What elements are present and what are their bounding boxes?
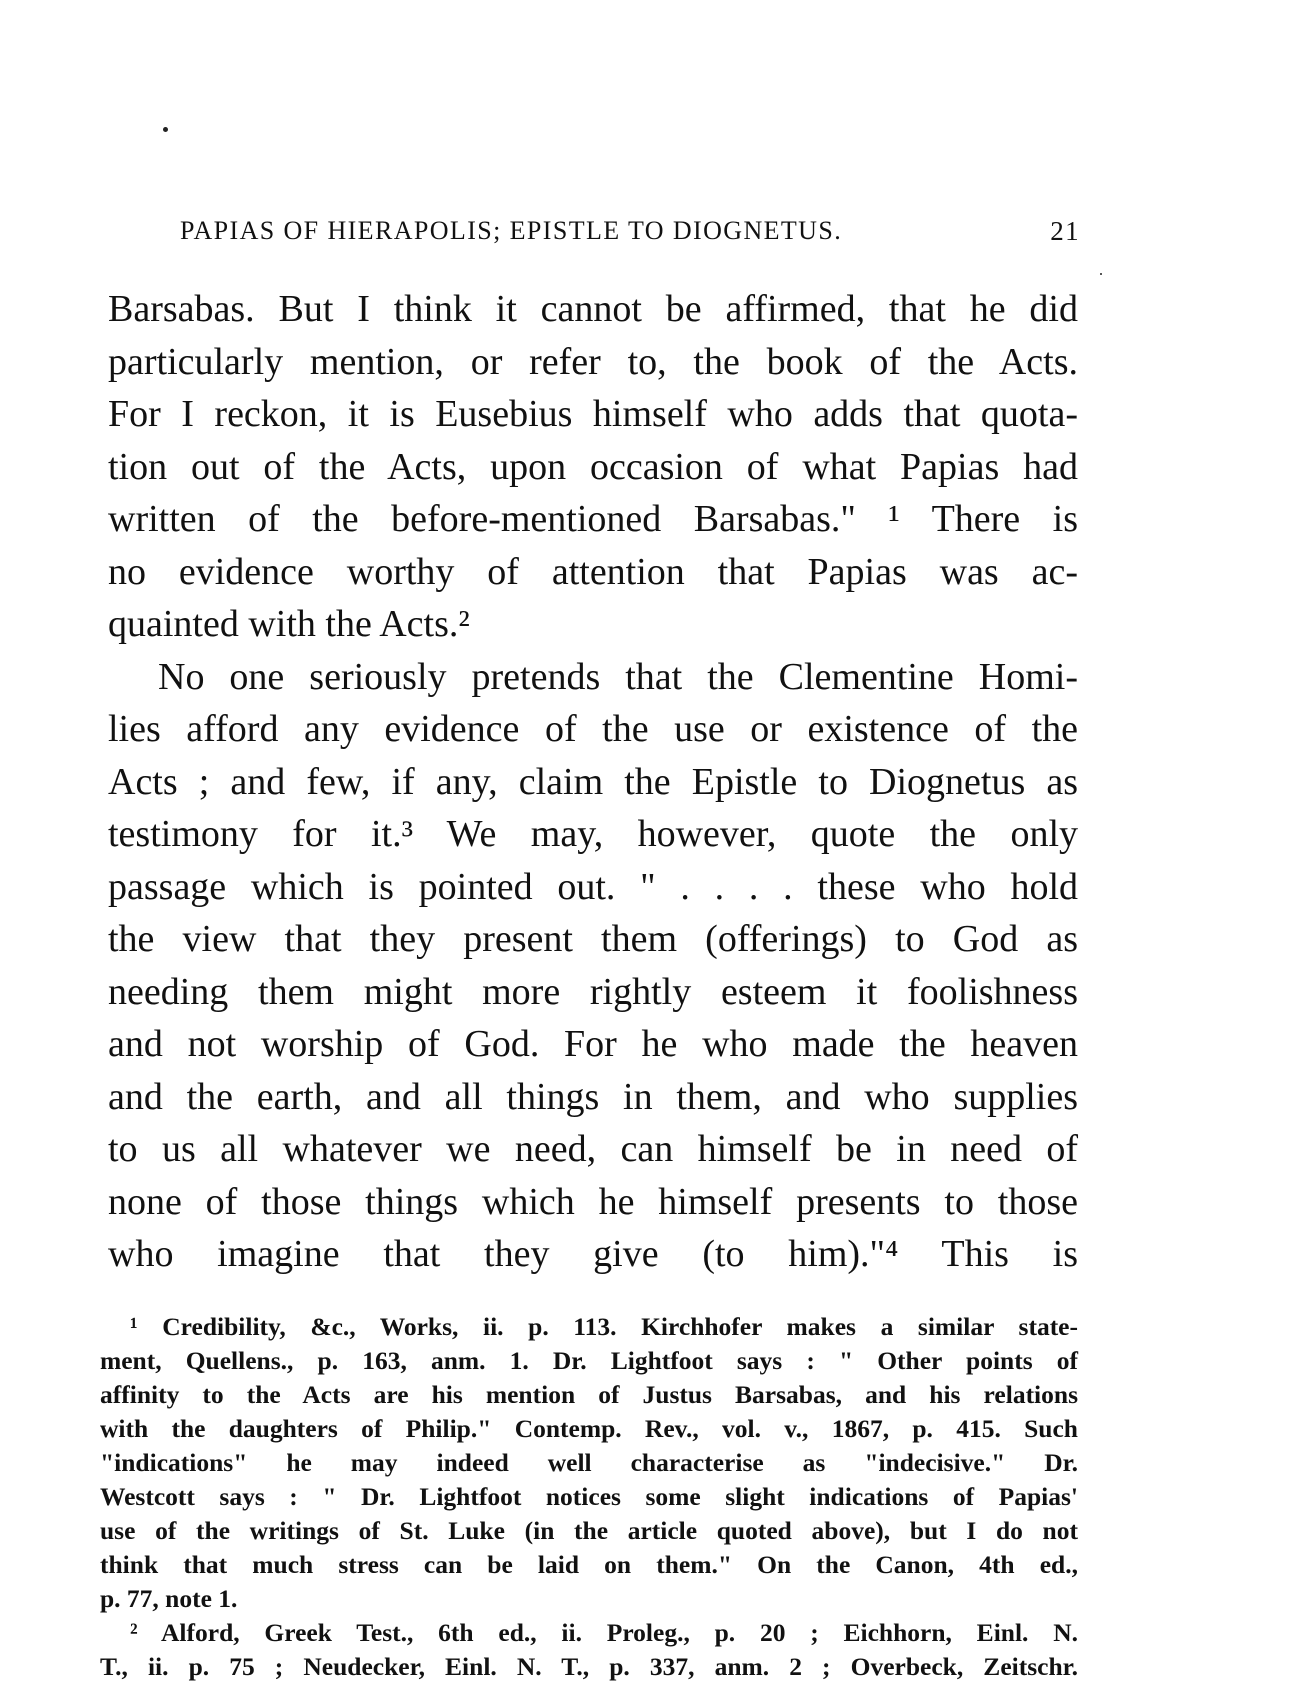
running-head-title: PAPIAS OF HIERAPOLIS; EPISTLE TO DIOGNETUS. <box>180 216 843 245</box>
footnote-line: Westcott says : " Dr. Lightfoot notices some slight indications of Papias' <box>100 1482 1078 1511</box>
body-line: Acts ; and few, if any, claim the Epistle to Diognetus as <box>108 760 1078 803</box>
body-line: and not worship of God. For he who made the heaven <box>108 1023 1078 1065</box>
body-line: Barsabas. But I think it cannot be affirmed, that he did <box>108 288 1078 330</box>
footnote-line: with the daughters of Philip." Contemp. Rev., vol. v., 1867, p. 415. Such <box>100 1414 1078 1443</box>
ink-speck <box>1100 273 1102 275</box>
body-line: quainted with the Acts.² <box>108 603 470 645</box>
footnote-line: use of the writings of St. Luke (in the article quoted above), but I do not <box>100 1516 1078 1545</box>
footnote-line: T., ii. p. 75 ; Neudecker, Einl. N. T., p. 337, anm. 2 ; Overbeck, Zeitschr. <box>100 1652 1078 1681</box>
page-number: 21 <box>1050 216 1080 246</box>
footnote-line: ² Alford, Greek Test., 6th ed., ii. Proleg., p. 20 ; Eichhorn, Einl. N. <box>130 1618 1078 1647</box>
body-line: tion out of the Acts, upon occasion of what Papias had <box>108 445 1078 488</box>
footnote-line: ¹ Credibility, &c., Works, ii. p. 113. Kirchhofer makes a similar state- <box>130 1312 1078 1341</box>
footnote-line: think that much stress can be laid on them." On the Canon, 4th ed., <box>100 1550 1078 1579</box>
body-line: the view that they present them (offerings) to God as <box>108 918 1078 960</box>
footnote-line: "indications" he may indeed well characterise as "indecisive." Dr. <box>100 1448 1078 1477</box>
body-line: and the earth, and all things in them, and who supplies <box>108 1075 1078 1118</box>
body-line: particularly mention, or refer to, the book of the Acts. <box>108 340 1078 383</box>
body-line: passage which is pointed out. " . . . . these who hold <box>108 865 1078 908</box>
body-line: No one seriously pretends that the Clementine Homi- <box>158 655 1078 698</box>
body-line: written of the before-mentioned Barsabas." ¹ There is <box>108 498 1078 540</box>
footnote-line: p. 77, note 1. <box>100 1584 238 1613</box>
body-line: testimony for it.³ We may, however, quote the only <box>108 813 1078 855</box>
ink-speck <box>163 127 168 132</box>
body-line: who imagine that they give (to him)."⁴ This is <box>108 1233 1078 1275</box>
body-line: lies afford any evidence of the use or existence of the <box>108 708 1078 750</box>
body-line: needing them might more rightly esteem it foolishness <box>108 970 1078 1013</box>
body-text <box>108 283 1078 1281</box>
body-line: For I reckon, it is Eusebius himself who adds that quota- <box>108 393 1078 435</box>
footnote-line: affinity to the Acts are his mention of Justus Barsabas, and his relations <box>100 1380 1078 1409</box>
footnote-line: ment, Quellens., p. 163, anm. 1. Dr. Lightfoot says : " Other points of <box>100 1346 1078 1375</box>
body-line: none of those things which he himself presents to those <box>108 1180 1078 1223</box>
running-head <box>180 216 1080 252</box>
body-line: to us all whatever we need, can himself be in need of <box>108 1128 1078 1170</box>
footnotes <box>100 1310 1078 1684</box>
body-line: no evidence worthy of attention that Papias was ac- <box>108 550 1078 593</box>
